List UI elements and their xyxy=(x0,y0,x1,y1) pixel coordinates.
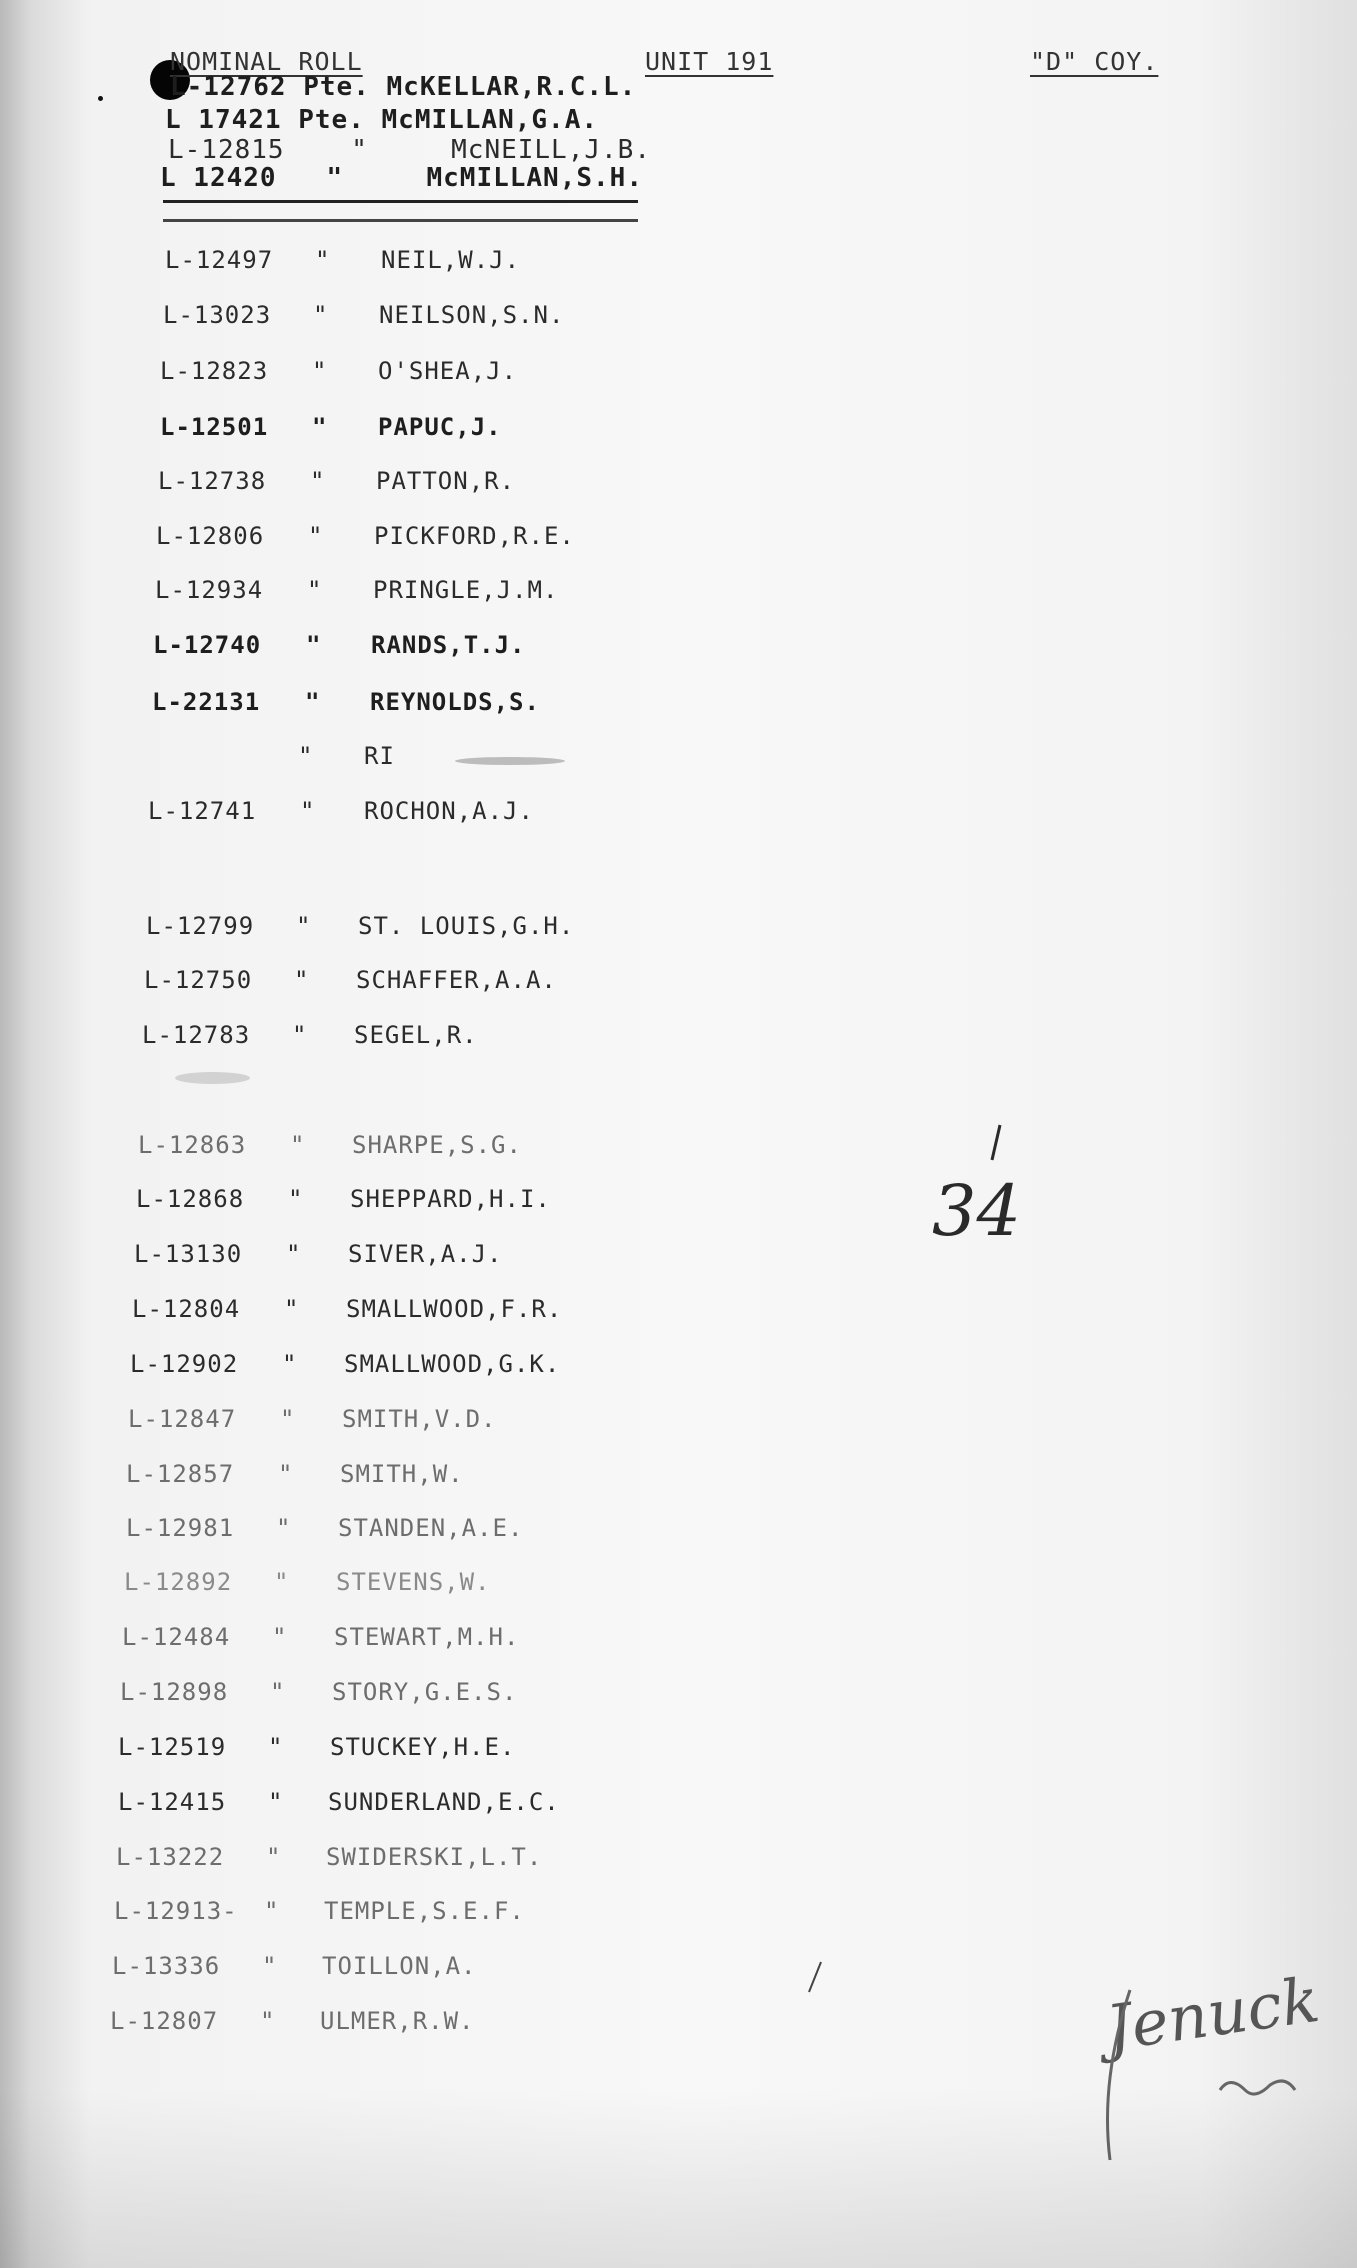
handwritten-signature xyxy=(1090,1960,1357,2170)
pencil-tick xyxy=(805,1960,825,1995)
company-heading: "D" COY. xyxy=(1030,47,1159,76)
struck-out-entry xyxy=(163,200,638,222)
faded-smudge xyxy=(175,1072,250,1084)
document-page: NOMINAL ROLL UNIT 191 "D" COY. L-12762 Pte. McKELLAR,R.C.L. L 17421 Pte. McMILLAN,G.A. L-12815 " McNEILL,J.B. L 12420 " McMILLAN,S.H. L-12497 " NEIL,W.J. L-13023 " NEILSON,S.N. L-12823 " O'SHEA,J. L-12501 " PAPUC,J. L-12738 " PATTON,R. L-12806 " PICKFORD,R.E. L-12934 " PRINGLE,J.M. L-12740 " RANDS,T.J. L-22131 " REYNOLDS,S. " RI L-12741 " ROCHON,A.J. L-12799 " ST. LOUIS,G.H. L-12750 " SCHAFFER,A.A. L-12783 " SEGEL,R. L-12863 " SHARPE,S.G. L-12868 " SHEPPARD,H.I. L-13130 " SIVER,A.J. L-12804 " SMALLWOOD,F.R. L-12902 " SMALLWOOD,G.K. L-12847 " SMITH,V.D. L-12857 " SMITH,W. L-12981 " STANDEN,A.E. L-12892 " STEVENS,W. L-12484 " STEWART,M.H. L-12898 " STORY,G.E.S. L-12519 " STUCKEY,H.E. L-12415 " SUNDERLAND,E.C. L-13222 " SWIDERSKI,L.T. L-12913- " TEMPLE,S.E.F. L-13336 " TOILLON,A. L-12807 " ULMER,R.W. 34 Jenuck xyxy=(0,0,1357,2268)
ink-dot xyxy=(98,96,103,101)
roll-title: NOMINAL ROLL xyxy=(170,47,363,76)
unit-heading: UNIT 191 xyxy=(645,47,774,76)
faded-smudge xyxy=(455,757,565,765)
handwritten-folio-number xyxy=(930,1115,1030,1265)
top-entry: L-12815 " McNEILL,J.B. xyxy=(168,135,651,165)
signature-text: Jenuck xyxy=(1101,1962,1324,2065)
top-entry: L 17421 Pte. McMILLAN,G.A. xyxy=(165,105,599,135)
folio-number-text: 34 xyxy=(932,1170,1022,1252)
top-entry: L 12420 " McMILLAN,S.H. xyxy=(160,163,643,193)
top-entry: L-12762 Pte. McKELLAR,R.C.L. xyxy=(170,72,637,102)
